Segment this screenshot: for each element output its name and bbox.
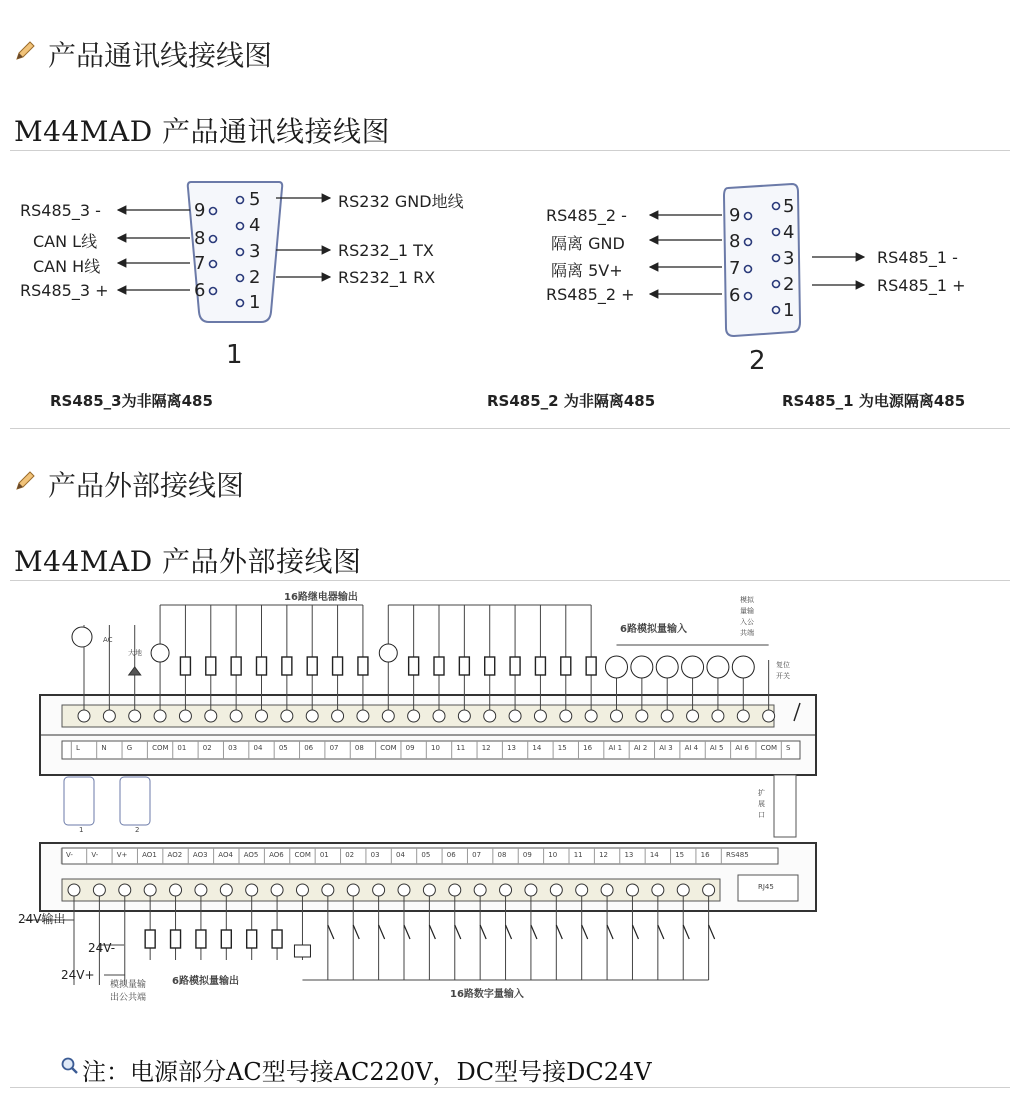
top-terminal-label: 16 (583, 744, 593, 752)
terminal-screw (129, 710, 141, 722)
analog-output-load (247, 930, 257, 948)
note-text: 注：电源部分AC型号接AC220V，DC型号接DC24V (82, 1058, 652, 1086)
analog-sensor-icon (707, 656, 729, 678)
relay-coil (586, 657, 596, 675)
terminal-screw (170, 884, 182, 896)
c2-left-label-2: 隔离 GND (551, 234, 625, 253)
c1-caption: RS485_3为非隔离485 (50, 392, 213, 410)
bottom-terminal-label: 15 (675, 851, 685, 859)
c1-right-label-3: RS232_1 RX (338, 268, 436, 287)
top-terminal-label: AI 1 (608, 744, 623, 752)
bottom-terminal-label: 10 (548, 851, 558, 859)
24v-output-label: 24V输出 (18, 912, 66, 926)
db9-port-1 (64, 777, 94, 825)
c2-right-label-1: RS485_1 - (877, 248, 958, 267)
top-terminal-label: 07 (329, 744, 339, 752)
terminal-screw (525, 884, 537, 896)
c2-pin6: 6 (729, 285, 741, 306)
24v-minus-label: 24V- (88, 941, 116, 955)
bottom-terminal-label: AO4 (218, 851, 233, 859)
bottom-terminal-label: V- (66, 851, 73, 859)
top-terminal-label: COM (152, 744, 169, 752)
c2-left-label-3: 隔离 5V+ (551, 261, 623, 280)
relay-coil (231, 657, 241, 675)
c2-pin3: 3 (783, 248, 795, 269)
pencil-icon (14, 470, 36, 492)
terminal-screw (661, 710, 673, 722)
top-terminal-label: 08 (354, 744, 364, 752)
relay-coil (180, 657, 190, 675)
terminal-screw (576, 884, 588, 896)
c1-pin4: 4 (249, 215, 261, 236)
terminal-screw (433, 710, 445, 722)
terminal-screw (636, 710, 648, 722)
port-2-label: 2 (135, 826, 140, 834)
section2-title: 产品外部接线图 (48, 469, 245, 502)
terminal-screw (230, 710, 242, 722)
digital-input-switch (632, 925, 638, 939)
relay-coil (510, 657, 520, 675)
c2-pin2: 2 (783, 274, 795, 295)
terminal-screw (737, 710, 749, 722)
c1-left-label-4: RS485_3 + (20, 281, 109, 300)
top-terminal-label: AI 5 (709, 744, 724, 752)
c1-left-label-2: CAN L线 (33, 232, 98, 251)
expand-label-1: 扩 (758, 789, 765, 797)
digital-input-switch (607, 925, 613, 939)
bottom-terminal-label: 04 (396, 851, 405, 859)
terminal-screw (144, 884, 156, 896)
top-terminal-label: AI 4 (684, 744, 699, 752)
bottom-terminal-label: 16 (700, 851, 710, 859)
reset-label-2: 开关 (776, 672, 790, 680)
c2-pin9: 9 (729, 205, 741, 226)
top-terminal-label: COM (380, 744, 397, 752)
analog-common-label-1: 模拟 (740, 596, 754, 604)
digital-input-switch (455, 925, 461, 939)
top-terminal-label: 12 (481, 744, 491, 752)
bottom-terminal-label: 01 (319, 851, 329, 859)
digital-input-switch (379, 925, 385, 939)
digital-input-switch (480, 925, 486, 939)
relay-coil (434, 657, 444, 675)
top-terminal-label: 09 (405, 744, 415, 752)
analog-output-load (221, 930, 231, 948)
relay-coil (561, 657, 571, 675)
terminal-screw (687, 710, 699, 722)
expand-label-3: 口 (758, 811, 765, 819)
bottom-terminal-label: V+ (116, 851, 128, 859)
terminal-screw (68, 884, 80, 896)
analog-sensor-icon (656, 656, 678, 678)
relay-coil (257, 657, 267, 675)
terminal-screw (703, 884, 715, 896)
bottom-terminal-label: 11 (573, 851, 583, 859)
bottom-terminal-label: 14 (649, 851, 659, 859)
terminal-screw (601, 884, 613, 896)
bottom-terminal-label: 07 (472, 851, 482, 859)
terminal-screw (458, 710, 470, 722)
c2-holes (734, 196, 814, 326)
c2-left-label-1: RS485_2 - (546, 206, 627, 225)
terminal-screw (306, 710, 318, 722)
analog-sensor-icon (631, 656, 653, 678)
relay-coil (409, 657, 419, 675)
c1-pin6: 6 (194, 280, 206, 301)
divider (10, 150, 1010, 151)
analog-output-load (272, 930, 282, 948)
divider (10, 428, 1010, 429)
section1-title: 产品通讯线接线图 (48, 39, 273, 72)
ext-title: M44MAD 产品外部接线图 (14, 545, 362, 578)
bottom-terminal-label: 02 (345, 851, 355, 859)
terminal-screw (195, 884, 207, 896)
c2-pin5: 5 (783, 196, 795, 217)
expand-label-2: 展 (758, 800, 765, 808)
digital-input-switch (582, 925, 588, 939)
digital-input-switch (506, 925, 512, 939)
c1-holes (200, 190, 280, 320)
terminal-screw (408, 710, 420, 722)
terminal-screw (246, 884, 258, 896)
terminal-screw (712, 710, 724, 722)
relay-coil (333, 657, 343, 675)
terminal-screw (611, 710, 623, 722)
analog-output-load (145, 930, 155, 948)
rj45-label: RJ45 (758, 883, 774, 891)
bottom-terminal-label: 05 (421, 851, 431, 859)
relay-coil (206, 657, 216, 675)
terminal-screw (763, 710, 775, 722)
top-terminal-label: 03 (228, 744, 238, 752)
terminal-screw (296, 884, 308, 896)
terminal-screw (509, 710, 521, 722)
top-terminal-label: N (101, 744, 107, 752)
relay-coil (535, 657, 545, 675)
ac-supply-icon (72, 627, 92, 647)
terminal-screw (220, 884, 232, 896)
c1-pin2: 2 (249, 267, 261, 288)
analog-common-label-4: 共端 (740, 629, 754, 637)
bottom-terminal-label: AO3 (192, 851, 208, 859)
divider (10, 580, 1010, 581)
terminal-screw (449, 884, 461, 896)
bottom-terminal-label: 06 (446, 851, 456, 859)
divider (10, 1087, 1010, 1088)
terminal-screw (423, 884, 435, 896)
comm-title: M44MAD 产品通讯线接线图 (14, 115, 391, 148)
analog-input-label: 6路模拟量输入 (620, 624, 687, 635)
bottom-terminal-label: 03 (370, 851, 380, 859)
top-terminal-label: AI 6 (735, 744, 749, 752)
c2-pin7: 7 (729, 258, 741, 279)
top-terminal-label: 05 (278, 744, 288, 752)
bottom-terminal-label: AO5 (243, 851, 259, 859)
c2-number: 2 (749, 346, 766, 376)
top-terminal-label: 04 (253, 744, 263, 752)
terminal-screw (271, 884, 283, 896)
terminal-screw (332, 710, 344, 722)
bottom-terminal-strip (62, 879, 720, 901)
bottom-terminal-label: 09 (522, 851, 532, 859)
c2-caption: RS485_2 为非隔离485 (487, 392, 656, 410)
digital-input-switch (353, 925, 359, 939)
digital-input-label: 16路数字量输入 (450, 989, 524, 1000)
relay-coil (282, 657, 292, 675)
analog-output-label: 6路模拟量输出 (172, 976, 239, 987)
ac-source-icon (379, 644, 397, 662)
terminal-screw (154, 710, 166, 722)
bottom-terminal-label: COM (294, 851, 311, 859)
bottom-terminal-label: 08 (497, 851, 507, 859)
ao-common-label-2: 出公共端 (110, 993, 147, 1003)
top-terminal-label: 02 (202, 744, 212, 752)
top-terminal-label: 06 (304, 744, 314, 752)
terminal-screw (652, 884, 664, 896)
analog-output-load (171, 930, 181, 948)
digital-input-switch (531, 925, 537, 939)
c2-pin8: 8 (729, 231, 741, 252)
bottom-terminal-label: V- (91, 851, 99, 859)
digital-input-switch (683, 925, 689, 939)
digital-input-source (294, 945, 310, 957)
bottom-terminal-label: AO2 (167, 851, 183, 859)
terminal-screw (500, 884, 512, 896)
relay-coil (485, 657, 495, 675)
terminal-screw (179, 710, 191, 722)
terminal-screw (205, 710, 217, 722)
terminal-screw (560, 710, 572, 722)
terminal-screw (474, 884, 486, 896)
analog-sensor-icon (682, 656, 704, 678)
c2-left-label-4: RS485_2 + (546, 285, 635, 304)
reset-label-1: 复位 (776, 661, 790, 669)
digital-input-switch (709, 925, 715, 939)
terminal-screw (373, 884, 385, 896)
relay-coil (358, 657, 368, 675)
top-terminal-label: 14 (532, 744, 542, 752)
c2-pin1: 1 (783, 300, 795, 321)
c2-caption-2: RS485_1 为电源隔离485 (782, 392, 966, 410)
analog-sensor-icon (732, 656, 754, 678)
top-terminal-label: 13 (507, 744, 516, 752)
terminal-screw (256, 710, 268, 722)
terminal-screw (398, 884, 410, 896)
c2-right-label-2: RS485_1 + (877, 276, 966, 295)
bottom-terminal-label: 13 (624, 851, 634, 859)
terminal-screw (534, 710, 546, 722)
c1-pin7: 7 (194, 253, 206, 274)
top-terminal-label: AI 2 (633, 744, 648, 752)
expansion-port (774, 775, 796, 837)
terminal-screw (78, 710, 90, 722)
terminal-screw (550, 884, 562, 896)
top-terminal-label: G (126, 744, 133, 752)
magnifier-icon (60, 1056, 80, 1076)
c1-left-label-1: RS485_3 - (20, 201, 101, 220)
ao-common-label-1: 模拟量输 (110, 980, 147, 990)
digital-input-switch (556, 925, 562, 939)
c1-right-label-1: RS232 GND地线 (338, 192, 464, 211)
terminal-screw (382, 710, 394, 722)
db9-port-2 (120, 777, 150, 825)
port-1-label: 1 (79, 826, 84, 834)
c1-pin9: 9 (194, 200, 206, 221)
c1-right-label-2: RS232_1 TX (338, 241, 434, 260)
c1-pin5: 5 (249, 189, 261, 210)
comm-arrows (0, 170, 1012, 410)
terminal-screw (677, 884, 689, 896)
ground-symbol (129, 667, 141, 675)
terminal-screw (281, 710, 293, 722)
analog-common-label-3: 入公 (740, 618, 754, 626)
top-terminal-label: COM (760, 744, 778, 752)
terminal-screw (484, 710, 496, 722)
ac-label: AC (103, 636, 113, 644)
top-terminal-label: S (786, 744, 791, 752)
digital-input-switch (404, 925, 410, 939)
top-terminal-label: AI 3 (659, 744, 673, 752)
terminal-screw (93, 884, 105, 896)
relay-output-label: 16路继电器输出 (284, 592, 358, 603)
ground-label: 大地 (128, 649, 142, 657)
terminal-screw (119, 884, 131, 896)
bottom-terminal-label: RS485 (726, 851, 749, 859)
terminal-screw (103, 710, 115, 722)
terminal-screw (347, 884, 359, 896)
c1-number: 1 (226, 340, 243, 370)
ac-source-icon (151, 644, 169, 662)
relay-coil (459, 657, 469, 675)
pencil-icon (14, 40, 36, 62)
digital-input-switch (328, 925, 334, 939)
relay-coil (307, 657, 317, 675)
top-terminal-label: 01 (177, 744, 187, 752)
terminal-screw (626, 884, 638, 896)
top-terminal-label: 15 (557, 744, 567, 752)
digital-input-switch (429, 925, 435, 939)
c1-pin1: 1 (249, 292, 261, 313)
analog-common-label-2: 量输 (740, 607, 754, 615)
analog-output-load (196, 930, 206, 948)
terminal-screw (585, 710, 597, 722)
top-terminal-label: 10 (431, 744, 440, 752)
c1-pin3: 3 (249, 241, 261, 262)
c1-left-label-3: CAN H线 (33, 257, 101, 276)
terminal-screw (357, 710, 369, 722)
digital-input-switch (658, 925, 664, 939)
c1-pin8: 8 (194, 228, 206, 249)
c2-pin4: 4 (783, 222, 795, 243)
top-terminal-label: 11 (456, 744, 466, 752)
analog-sensor-icon (606, 656, 628, 678)
terminal-screw (322, 884, 334, 896)
bottom-terminal-label: AO6 (269, 851, 284, 859)
24v-plus-label: 24V+ (61, 968, 95, 982)
top-terminal-label: L (76, 744, 80, 752)
bottom-terminal-label: 12 (599, 851, 608, 859)
bottom-terminal-label: AO1 (142, 851, 157, 859)
